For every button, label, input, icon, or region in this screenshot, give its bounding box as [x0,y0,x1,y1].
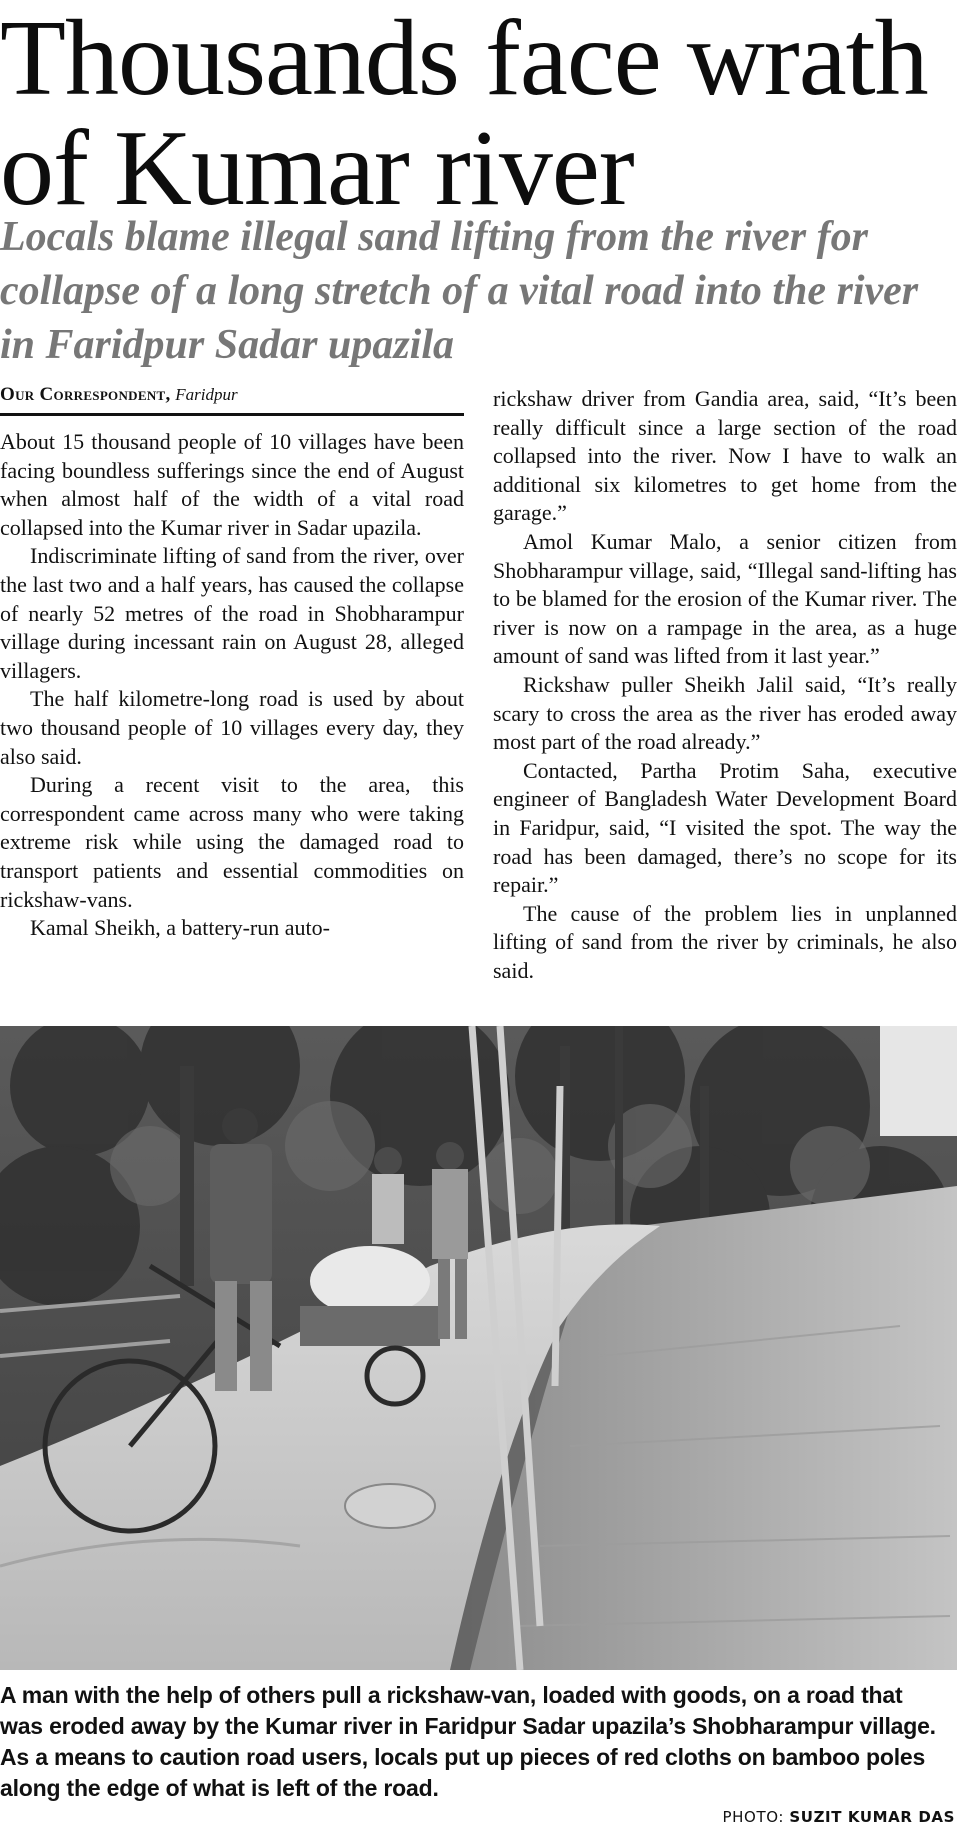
paragraph: Indiscriminate lifting of sand from the river, over the last two and a half years, has caused the collapse of nearly 52 metres of the road in Shobharampur village during incessant rain on August 28, alleged villagers. [0,543,464,683]
paragraph: Kamal Sheikh, a battery-run auto- [30,915,330,941]
paragraph: The half kilometre-long road is used by about two thousand people of 10 villages every day, they also said. [0,686,464,769]
photo-credit-name: SUZIT KUMAR DAS [789,1808,955,1826]
news-photo [0,1026,957,1670]
paragraph: During a recent visit to the area, this correspondent came across many who were taking extreme risk while using the damaged road to transport patients and essential commodities on rickshaw-vans. [0,772,464,912]
paragraph: About 15 thousand people of 10 villages have been facing boundless sufferings since the end of August when almost half of the width of a vital road collapsed into the Kumar river in Sadar upazila. [0,429,464,540]
paragraph: Contacted, Partha Protim Saha, executive engineer of Bangladesh Water Development Board in Faridpur, said, “I visited the spot. The way the road has been damaged, there’s no scope for its repair.” [493,757,957,898]
byline-author: Our Correspondent, [0,384,171,405]
headline: Thousands face wrath of Kumar river [0,0,928,228]
sky-patch [880,1026,957,1136]
photo-illustration [0,1026,957,1670]
paragraph: rickshaw driver from Gandia area, said, “It’s been really difficult since a large section of the road collapsed into the river. Now I have to walk an additional six kilometres to get home from the garage.” [493,386,957,526]
cargo-bundle [310,1246,430,1316]
byline-place: Faridpur [175,385,238,404]
cloth-on-road [345,1484,435,1528]
byline [0,383,464,407]
paragraph: The cause of the problem lies in unplanned lifting of sand from the river by criminals, he also said. [493,900,957,983]
subhead: Locals blame illegal sand lifting from the river for collapse of a long stretch of a vital road into the river in Faridpur Sadar upazila [0,214,919,368]
paragraph: Rickshaw puller Sheikh Jalil said, “It’s really scary to cross the area as the river has eroded away most part of the road already.” [493,671,957,755]
paragraph: Amol Kumar Malo, a senior citizen from Shobharampur village, said, “Illegal sand-lifting has to be blamed for the erosion of the Kumar river. The river is now on a rampage in the area, as a huge amount of sand was lifted from it last year.” [493,528,957,669]
byline-rule [0,413,464,416]
left-column [0,428,464,943]
right-column [493,385,957,985]
photo-credit [723,1808,955,1826]
photo-caption: A man with the help of others pull a rickshaw-van, loaded with goods, on a road that was eroded away by the Kumar river in Faridpur Sadar upazila’s Shobharampur village. As a means to caution road users, locals put up pieces of red cloths on bamboo poles along the edge of what is left of the road. [0,1682,936,1801]
photo-credit-label: PHOTO: [722,1808,785,1826]
